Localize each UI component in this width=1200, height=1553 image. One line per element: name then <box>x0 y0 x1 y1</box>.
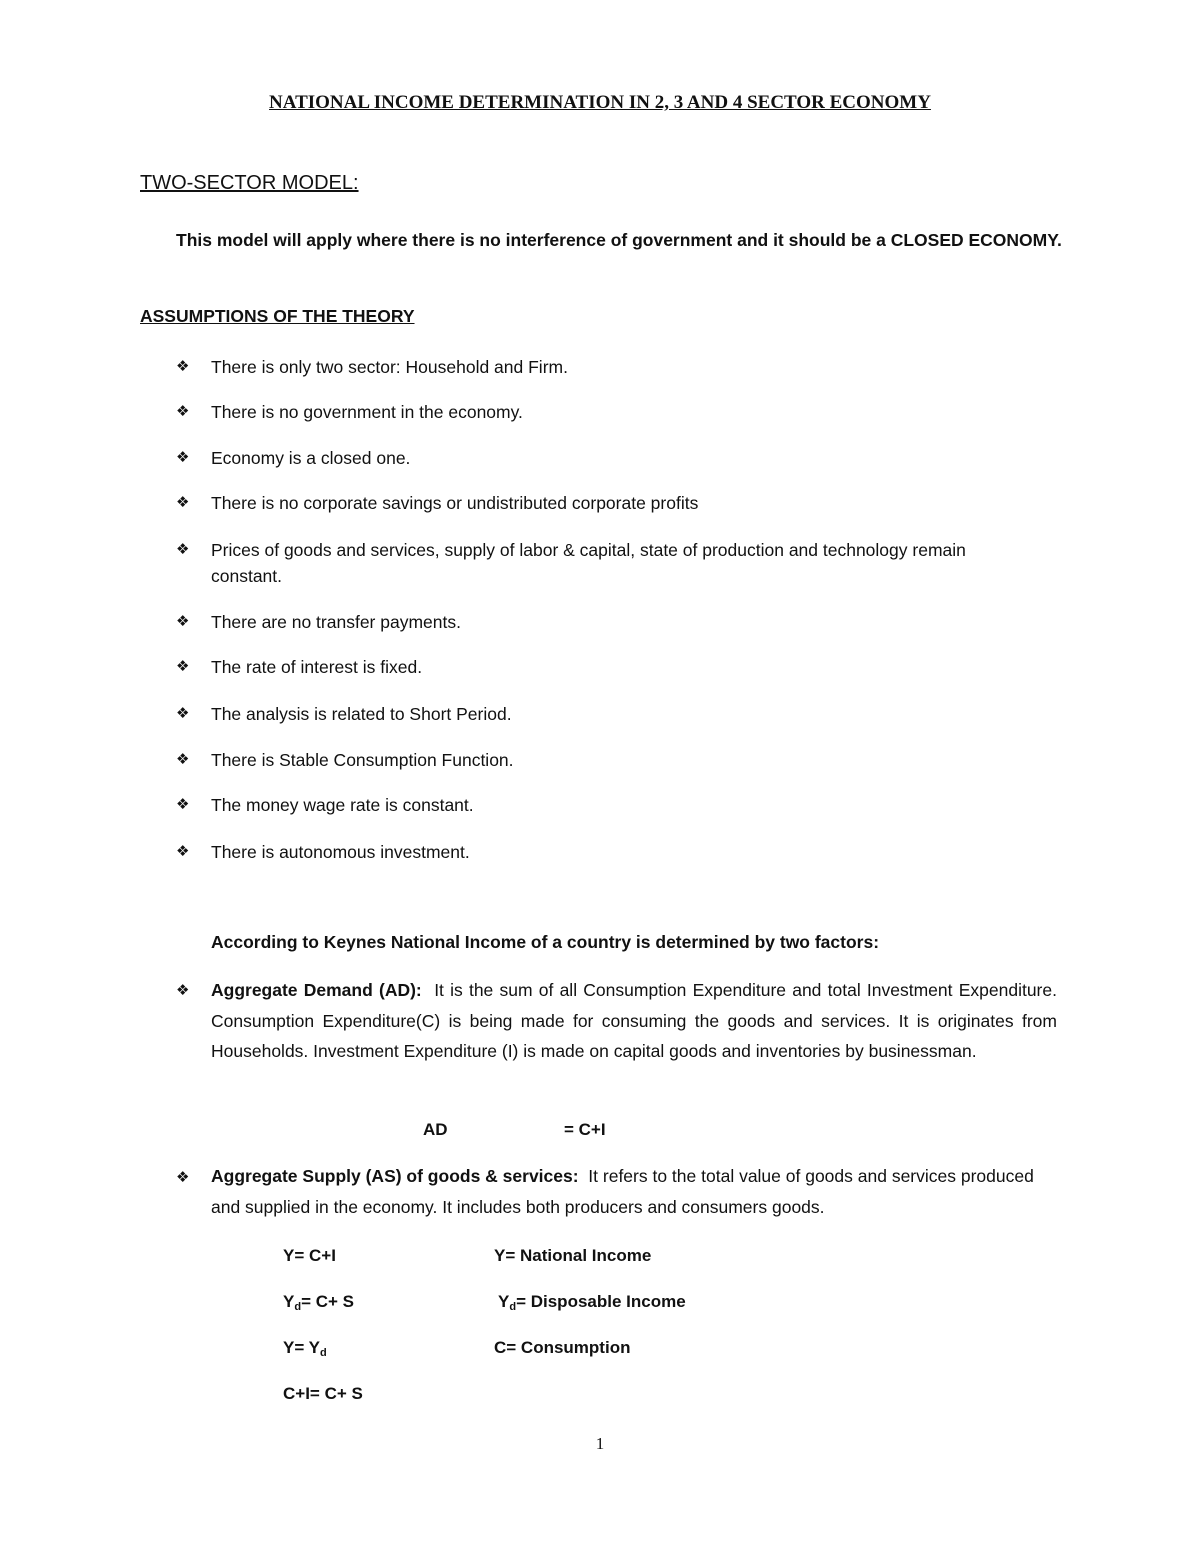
list-item: There is autonomous investment. <box>211 842 470 862</box>
definition-disposable-income: $Y_d=$ Disposable Income <box>498 1292 686 1313</box>
ad-equation-left: AD <box>423 1120 448 1139</box>
definition-consumption: C= Consumption <box>494 1338 631 1357</box>
aggregate-demand-text: It is the sum of all Consumption Expenditure and total Investment Expenditure. Consumption Expenditure(C) is being made for consuming the goods and services. It is originates from Households. Investment Expenditure (I) is made on capital goods and inventories by businessman. <box>211 980 1057 1061</box>
document-title: NATIONAL INCOME DETERMINATION IN 2, 3 AND 4 SECTOR ECONOMY <box>269 92 931 113</box>
list-item: The rate of interest is fixed. <box>211 657 423 677</box>
intro-paragraph: This model will apply where there is no interference of government and it should be a CLOSED ECONOMY. <box>176 230 1062 250</box>
ad-equation-right: = C+I <box>564 1120 606 1139</box>
list-item: There is only two sector: Household and Firm. <box>211 357 568 377</box>
page-number: 1 <box>595 1434 605 1453</box>
list-item: There is Stable Consumption Function. <box>211 750 514 770</box>
list-item: There is no government in the economy. <box>211 402 523 422</box>
diamond-bullet-icon: ❖ <box>176 705 190 722</box>
definition-national-income: Y= National Income <box>494 1246 652 1265</box>
list-item: Prices of goods and services, supply of labor & capital, state of production and technology remain constant. <box>211 540 966 586</box>
aggregate-demand-paragraph <box>211 975 1057 1067</box>
diamond-bullet-icon: ❖ <box>176 613 190 630</box>
diamond-bullet-icon: ❖ <box>176 751 190 768</box>
aggregate-supply-paragraph <box>211 1161 1041 1222</box>
diamond-bullet-icon: ❖ <box>176 541 190 558</box>
equation-disposable: $Y_d= C+ S$ <box>283 1292 354 1313</box>
aggregate-supply-term: Aggregate Supply (AS) of goods & services: <box>211 1166 579 1186</box>
diamond-bullet-icon: ❖ <box>176 449 190 466</box>
diamond-bullet-icon: ❖ <box>176 796 190 813</box>
list-item: The money wage rate is constant. <box>211 795 474 815</box>
list-item: There is no corporate savings or undistributed corporate profits <box>211 493 699 513</box>
assumptions-heading: ASSUMPTIONS OF THE THEORY <box>140 306 415 326</box>
diamond-bullet-icon: ❖ <box>176 658 190 675</box>
diamond-bullet-icon: ❖ <box>176 403 190 420</box>
list-item: Economy is a closed one. <box>211 448 411 468</box>
diamond-bullet-icon: ❖ <box>176 494 190 511</box>
diamond-bullet-icon: ❖ <box>176 982 190 999</box>
diamond-bullet-icon: ❖ <box>176 1169 190 1186</box>
section-heading: TWO-SECTOR MODEL: <box>140 172 359 194</box>
diamond-bullet-icon: ❖ <box>176 358 190 375</box>
equation-equality: $Y= Y_d$ <box>283 1338 327 1359</box>
equation-savings-investment: C+I= C+ S <box>283 1384 363 1403</box>
diamond-bullet-icon: ❖ <box>176 843 190 860</box>
aggregate-demand-term: Aggregate Demand (AD): <box>211 980 422 1000</box>
keynes-intro: According to Keynes National Income of a country is determined by two factors: <box>211 932 880 952</box>
list-item: The analysis is related to Short Period. <box>211 704 512 724</box>
equation-income: Y= C+I <box>283 1246 336 1265</box>
aggregate-supply-text: It refers to the total value of goods and services produced and supplied in the economy. It includes both producers and consumers goods. <box>211 1166 1034 1217</box>
list-item: There are no transfer payments. <box>211 612 461 632</box>
